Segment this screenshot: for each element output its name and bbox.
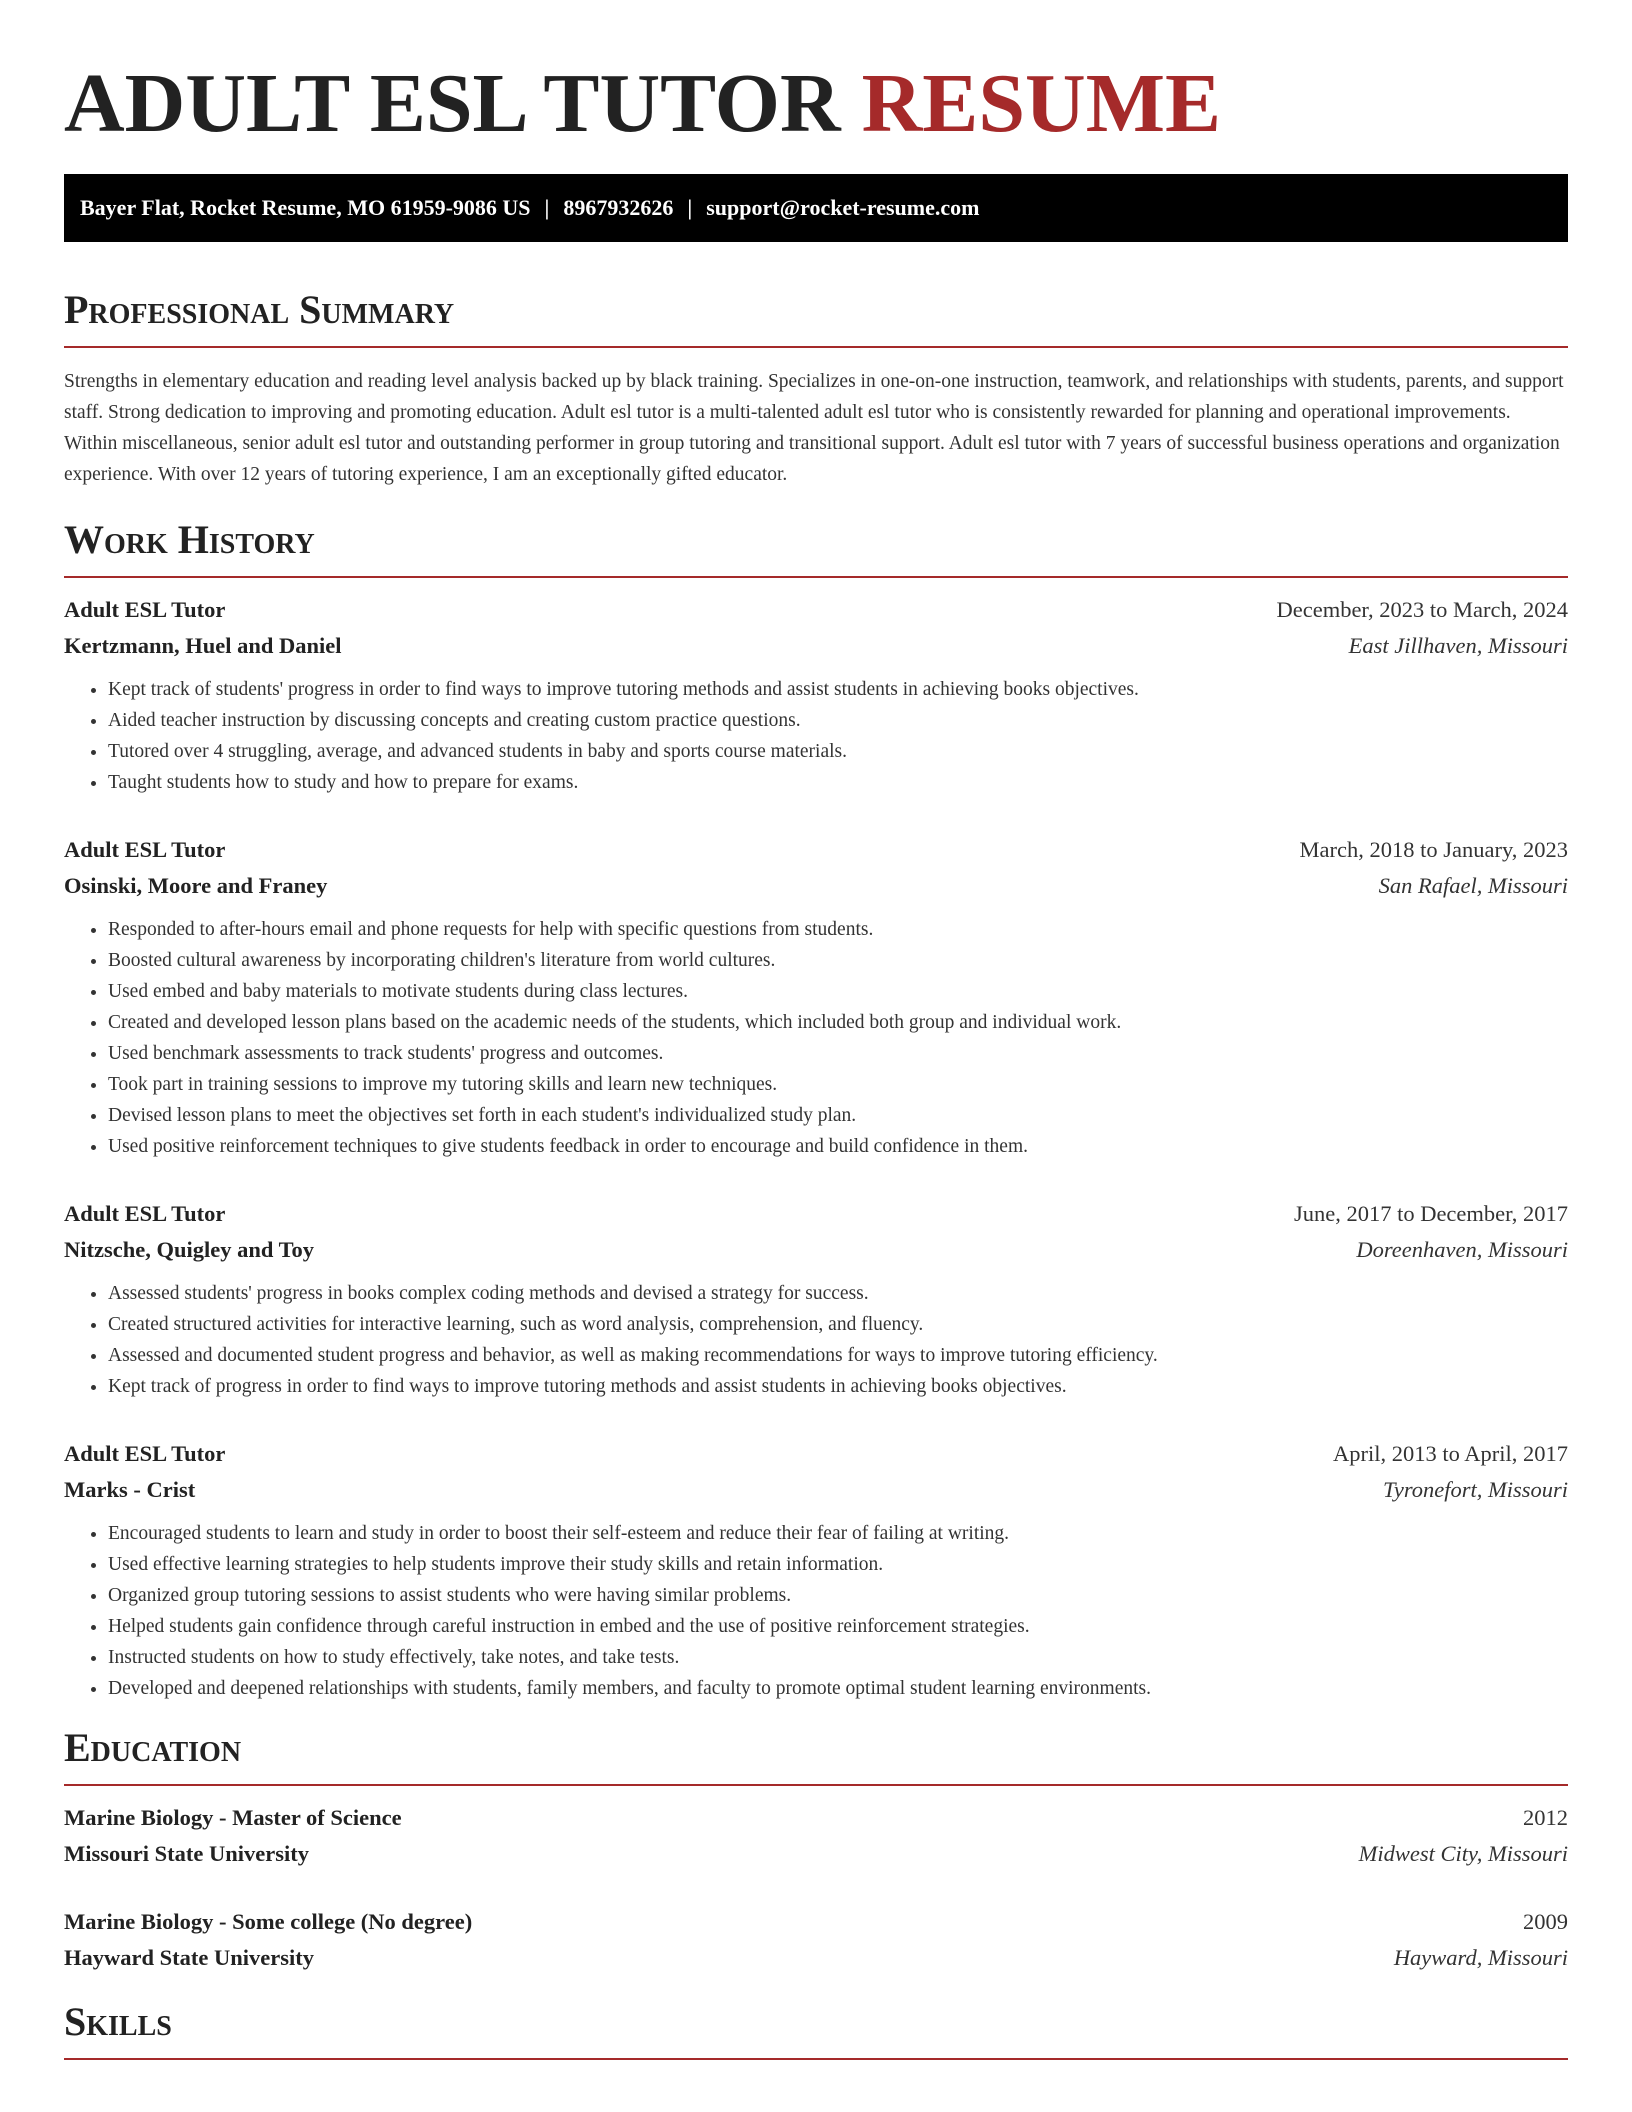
job-entry bbox=[64, 1196, 1568, 1402]
education-section bbox=[64, 1724, 1568, 1976]
job-bullets bbox=[64, 674, 1568, 798]
education-degree: Marine Biology - Master of Science bbox=[64, 1805, 402, 1830]
job-bullet: • Tutored over 4 struggling, average, and advanced students in baby and sports course materials. bbox=[108, 736, 1568, 767]
section-heading-summary: Professional Summary bbox=[64, 287, 455, 332]
section-heading-work-history: Work History bbox=[64, 517, 315, 562]
contact-email: support@rocket-resume.com bbox=[706, 195, 980, 220]
education-school: Hayward State University bbox=[64, 1945, 314, 1970]
job-bullets bbox=[64, 914, 1568, 1162]
section-heading-skills: Skills bbox=[64, 1999, 172, 2044]
section-divider bbox=[64, 346, 1568, 348]
contact-separator: | bbox=[687, 195, 693, 220]
job-bullet: • Organized group tutoring sessions to assist students who were having similar problems. bbox=[108, 1580, 1568, 1611]
job-bullet: • Taught students how to study and how to prepare for exams. bbox=[108, 767, 1568, 798]
education-degree: Marine Biology - Some college (No degree) bbox=[64, 1909, 473, 1934]
contact-bar bbox=[64, 174, 1568, 242]
job-company-row bbox=[64, 1472, 1568, 1508]
section-divider bbox=[64, 2058, 1568, 2060]
job-dates: March, 2018 to January, 2023 bbox=[1299, 837, 1568, 862]
job-company: Marks - Crist bbox=[64, 1477, 196, 1502]
job-bullet: • Used embed and baby materials to motivate students during class lectures. bbox=[108, 976, 1568, 1007]
job-bullet: • Used positive reinforcement techniques to give students feedback in order to encourage and build confidence in them. bbox=[108, 1131, 1568, 1162]
job-header-row bbox=[64, 592, 1568, 628]
job-header-row bbox=[64, 832, 1568, 868]
job-location: San Rafael, Missouri bbox=[1378, 873, 1568, 898]
job-bullet: • Used benchmark assessments to track students' progress and outcomes. bbox=[108, 1038, 1568, 1069]
job-dates: April, 2013 to April, 2017 bbox=[1333, 1441, 1568, 1466]
education-degree-row bbox=[64, 1800, 1568, 1836]
job-bullet: • Aided teacher instruction by discussing concepts and creating custom practice questions. bbox=[108, 705, 1568, 736]
job-bullet: • Assessed and documented student progress and behavior, as well as making recommendations for ways to improve tutoring efficiency. bbox=[108, 1340, 1568, 1371]
education-location: Midwest City, Missouri bbox=[1358, 1841, 1568, 1866]
job-entry bbox=[64, 1436, 1568, 1704]
contact-address: Bayer Flat, Rocket Resume, MO 61959-9086 US bbox=[80, 195, 531, 220]
job-title: Adult ESL Tutor bbox=[64, 837, 226, 862]
job-header-row bbox=[64, 1196, 1568, 1232]
job-dates: December, 2023 to March, 2024 bbox=[1276, 597, 1568, 622]
job-location: Tyronefort, Missouri bbox=[1382, 1477, 1568, 1502]
work-history-section bbox=[64, 516, 1568, 1704]
job-company-row bbox=[64, 868, 1568, 904]
job-bullet: • Helped students gain confidence through careful instruction in embed and the use of positive reinforcement strategies. bbox=[108, 1611, 1568, 1642]
job-bullet: • Created structured activities for interactive learning, such as word analysis, comprehension, and fluency. bbox=[108, 1309, 1568, 1340]
title-accent: RESUME bbox=[861, 57, 1222, 150]
job-entry bbox=[64, 832, 1568, 1162]
job-bullet: • Assessed students' progress in books complex coding methods and devised a strategy for success. bbox=[108, 1278, 1568, 1309]
job-title: Adult ESL Tutor bbox=[64, 1441, 226, 1466]
job-bullet: • Boosted cultural awareness by incorporating children's literature from world cultures. bbox=[108, 945, 1568, 976]
job-bullet: • Used effective learning strategies to help students improve their study skills and retain information. bbox=[108, 1549, 1568, 1580]
education-entry bbox=[64, 1800, 1568, 1872]
job-entry bbox=[64, 592, 1568, 798]
job-bullet: • Created and developed lesson plans based on the academic needs of the students, which included both group and individual work. bbox=[108, 1007, 1568, 1038]
education-location: Hayward, Missouri bbox=[1393, 1945, 1568, 1970]
job-dates: June, 2017 to December, 2017 bbox=[1293, 1201, 1568, 1226]
education-year: 2009 bbox=[1523, 1909, 1568, 1934]
title-main: ADULT ESL TUTOR bbox=[64, 57, 862, 150]
section-divider bbox=[64, 576, 1568, 578]
section-divider bbox=[64, 1784, 1568, 1786]
job-bullet: • Encouraged students to learn and study in order to boost their self-esteem and reduce their fear of failing at writing. bbox=[108, 1518, 1568, 1549]
job-company-row bbox=[64, 1232, 1568, 1268]
skills-section bbox=[64, 1998, 1568, 2060]
education-school-row bbox=[64, 1836, 1568, 1872]
summary-text: Strengths in elementary education and reading level analysis backed up by black training. Specializes in one-on-one instruction, teamwork, and relationships with students, parents, and support staff. Strong dedication to improving and promoting education. Adult esl tutor is a multi-talented adult esl tutor who is consistently rewarded for planning and operational improvements. Within miscellaneous, senior adult esl tutor and outstanding performer in group tutoring and transitional support. Adult esl tutor with 7 years of successful business operations and organization experience. With over 12 years of tutoring experience, I am an exceptionally gifted educator. bbox=[64, 371, 1564, 485]
education-school: Missouri State University bbox=[64, 1841, 309, 1866]
job-company: Kertzmann, Huel and Daniel bbox=[64, 633, 342, 658]
education-degree-row bbox=[64, 1904, 1568, 1940]
job-bullet: • Devised lesson plans to meet the objectives set forth in each student's individualized study plan. bbox=[108, 1100, 1568, 1131]
job-bullet: • Responded to after-hours email and phone requests for help with specific questions from students. bbox=[108, 914, 1568, 945]
job-title: Adult ESL Tutor bbox=[64, 597, 226, 622]
job-title: Adult ESL Tutor bbox=[64, 1201, 226, 1226]
education-school-row bbox=[64, 1940, 1568, 1976]
job-bullets bbox=[64, 1518, 1568, 1704]
job-header-row bbox=[64, 1436, 1568, 1472]
job-bullet: • Took part in training sessions to improve my tutoring skills and learn new techniques. bbox=[108, 1069, 1568, 1100]
job-company-row bbox=[64, 628, 1568, 664]
contact-separator: | bbox=[544, 195, 550, 220]
job-bullet: • Developed and deepened relationships with students, family members, and faculty to promote optimal student learning environments. bbox=[108, 1673, 1568, 1704]
job-bullet: • Kept track of progress in order to find ways to improve tutoring methods and assist students in achieving books objectives. bbox=[108, 1371, 1568, 1402]
job-bullet: • Instructed students on how to study effectively, take notes, and take tests. bbox=[108, 1642, 1568, 1673]
job-bullets bbox=[64, 1278, 1568, 1402]
job-company: Nitzsche, Quigley and Toy bbox=[64, 1237, 315, 1262]
education-year: 2012 bbox=[1523, 1805, 1568, 1830]
summary-section bbox=[64, 286, 1568, 490]
education-entry bbox=[64, 1904, 1568, 1976]
resume-title bbox=[64, 0, 1568, 154]
section-heading-education: Education bbox=[64, 1725, 242, 1770]
job-location: Doreenhaven, Missouri bbox=[1356, 1237, 1568, 1262]
contact-phone: 8967932626 bbox=[563, 195, 674, 220]
job-company: Osinski, Moore and Franey bbox=[64, 873, 328, 898]
job-location: East Jillhaven, Missouri bbox=[1348, 633, 1568, 658]
job-bullet: • Kept track of students' progress in order to find ways to improve tutoring methods and assist students in achieving books objectives. bbox=[108, 674, 1568, 705]
